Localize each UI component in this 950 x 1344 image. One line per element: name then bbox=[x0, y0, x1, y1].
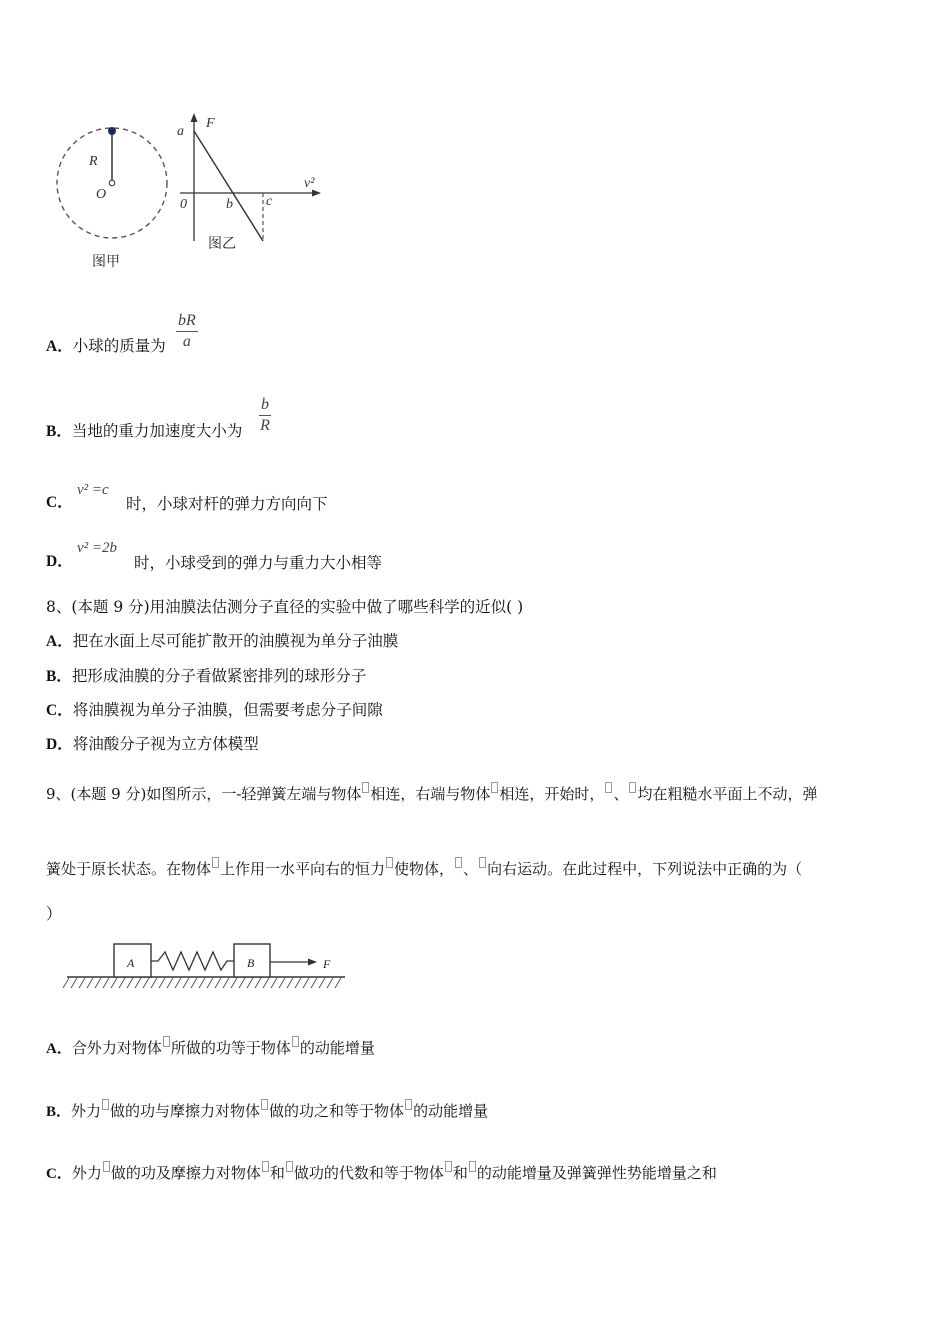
option-text: 将油膜视为单分子油膜，但需要考虑分子间隙 bbox=[72, 701, 383, 719]
missing-glyph-box bbox=[292, 1036, 299, 1047]
option-label: A． bbox=[46, 338, 73, 355]
math-v2-eq-c: v² =c bbox=[77, 482, 109, 498]
missing-glyph-box bbox=[212, 857, 219, 868]
missing-glyph-box bbox=[629, 782, 636, 793]
option-label: C． bbox=[46, 494, 73, 511]
option-label: B． bbox=[46, 668, 72, 685]
q7-option-a bbox=[46, 336, 166, 357]
q7-option-b bbox=[46, 421, 242, 442]
denominator: a bbox=[182, 333, 191, 350]
option-text: 把在水面上尽可能扩散开的油膜视为单分子油膜 bbox=[72, 632, 399, 650]
graph-line bbox=[194, 131, 263, 241]
missing-glyph-box bbox=[362, 782, 369, 793]
figure-spring-blocks bbox=[55, 930, 375, 1005]
option-label: B． bbox=[46, 423, 72, 440]
q9-option-c: C．外力 做的功及摩擦力对物体 和 做功的代数和等于物体 和 的动能增量及弹簧弹性势能增量之和 bbox=[46, 1161, 717, 1184]
missing-glyph-box bbox=[445, 1161, 452, 1172]
option-text: 小球的质量为 bbox=[72, 337, 166, 355]
numerator: b bbox=[259, 396, 271, 416]
pivot-point bbox=[109, 180, 115, 186]
label-R: R bbox=[89, 154, 98, 169]
missing-glyph-box bbox=[605, 782, 612, 793]
missing-glyph-box bbox=[479, 857, 486, 868]
q9-stem-line3: ） bbox=[46, 905, 62, 923]
label-c: c bbox=[266, 194, 273, 209]
missing-glyph-box bbox=[102, 1099, 109, 1110]
q9-option-b: B．外力 做的功与摩擦力对物体 做的功之和等于物体 的动能增量 bbox=[46, 1099, 488, 1122]
q9-option-a: A．合外力对物体 所做的功等于物体 的动能增量 bbox=[46, 1036, 375, 1059]
q7-option-c bbox=[46, 492, 73, 513]
label-force-f: F bbox=[323, 957, 331, 971]
option-label: C． bbox=[46, 1166, 72, 1182]
fraction-bR-over-a bbox=[176, 312, 198, 351]
spring bbox=[151, 952, 234, 970]
option-label: D． bbox=[46, 553, 73, 570]
force-arrow-head bbox=[308, 959, 317, 966]
option-label: C． bbox=[46, 702, 73, 719]
missing-glyph-box bbox=[405, 1099, 412, 1110]
q8-option-b bbox=[46, 666, 366, 687]
label-0: 0 bbox=[180, 197, 187, 212]
ground-hatching bbox=[63, 978, 341, 988]
q8-option-d bbox=[46, 734, 259, 755]
caption-yi: 图乙 bbox=[208, 236, 236, 252]
missing-glyph-box bbox=[262, 1161, 269, 1172]
option-text: 把形成油膜的分子看做紧密排列的球形分子 bbox=[71, 667, 367, 685]
missing-glyph-box bbox=[103, 1161, 110, 1172]
label-block-b: B bbox=[247, 956, 255, 970]
missing-glyph-box bbox=[491, 782, 498, 793]
ball bbox=[108, 127, 116, 135]
q7-option-c-text: 时，小球对杆的弹力方向向下 bbox=[126, 495, 328, 513]
fraction-b-over-R bbox=[259, 396, 271, 435]
missing-glyph-box bbox=[386, 857, 393, 868]
q7-option-d bbox=[46, 551, 73, 572]
q8-stem: 8、(本题 9 分)用油膜法估测分子直径的实验中做了哪些科学的近似( ) bbox=[46, 598, 524, 616]
q9-stem-line2: 簧处于原长状态。在物体 上作用一水平向右的恒力 使物体， 、 向右运动。在此过程中，下列说法中正确的为（ bbox=[46, 857, 802, 879]
option-text: 将油酸分子视为立方体模型 bbox=[72, 735, 259, 753]
q9-stem-line1: 9、(本题 9 分)如图所示，一-轻弹簧左端与物体 相连，右端与物体 相连，开始时， 、 均在粗糙水平面上不动，弹 bbox=[46, 782, 817, 804]
y-axis-arrow bbox=[191, 113, 198, 122]
missing-glyph-box bbox=[469, 1161, 476, 1172]
missing-glyph-box bbox=[455, 857, 462, 868]
label-block-a: A bbox=[127, 956, 135, 970]
label-b: b bbox=[226, 197, 233, 212]
missing-glyph-box bbox=[286, 1161, 293, 1172]
option-label: A． bbox=[46, 633, 73, 650]
math-v2-eq-2b: v² =2b bbox=[77, 540, 118, 556]
option-label: A． bbox=[46, 1041, 72, 1057]
option-text: 当地的重力加速度大小为 bbox=[71, 422, 243, 440]
option-label: B． bbox=[46, 1104, 72, 1120]
label-F: F bbox=[206, 116, 215, 131]
label-O: O bbox=[96, 187, 107, 202]
missing-glyph-box bbox=[261, 1099, 268, 1110]
missing-glyph-box bbox=[163, 1036, 170, 1047]
option-label: D． bbox=[46, 736, 73, 753]
label-a: a bbox=[177, 124, 184, 139]
label-v2: v² bbox=[304, 176, 315, 191]
q8-option-a bbox=[46, 631, 398, 652]
denominator: R bbox=[260, 417, 270, 434]
caption-jia: 图甲 bbox=[92, 254, 120, 270]
q7-option-d-text: 时，小球受到的弹力与重力大小相等 bbox=[134, 554, 383, 572]
q8-option-c bbox=[46, 700, 383, 721]
numerator: bR bbox=[176, 312, 198, 332]
figure-circle-and-graph bbox=[40, 105, 340, 280]
